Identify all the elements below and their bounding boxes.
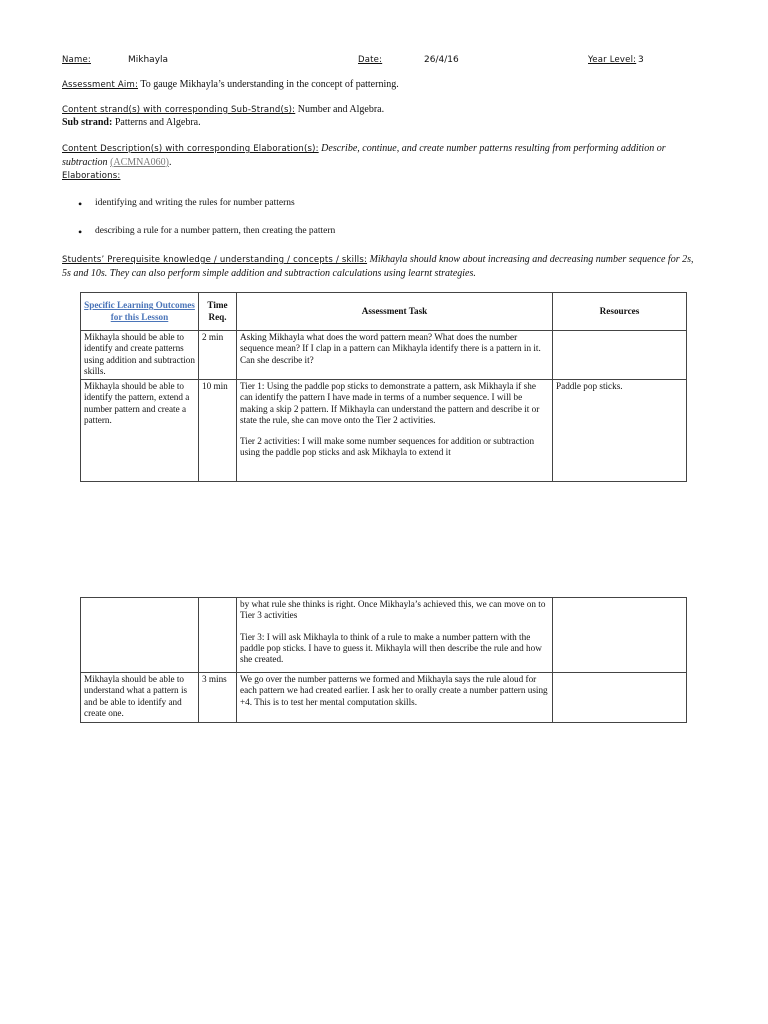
elaborations-label: Elaborations:: [62, 171, 121, 181]
curriculum-code-link[interactable]: (ACMNA060): [110, 157, 169, 168]
task-tier-3: Tier 3: I will ask Mikhayla to think of a rule to make a number pattern with the paddle pop sticks. I have to guess it. Mikhayla will then describe the rule and how she created.: [240, 631, 542, 665]
outcome-cell: Mikhayla should be able to understand what a pattern is and be able to identify and create one.: [81, 673, 199, 723]
outcome-cell: [81, 598, 199, 673]
header-time: Time Req.: [199, 293, 237, 331]
elaboration-item: • describing a rule for a number pattern, then creating the pattern: [78, 226, 335, 236]
name-label: Name:: [62, 55, 91, 65]
table-row: [81, 331, 687, 380]
sub-strand-label: Sub strand:: [62, 117, 113, 128]
sub-strand-text: Patterns and Algebra.: [112, 117, 201, 128]
resources-cell: [553, 598, 687, 673]
year-level-label: Year Level:: [588, 55, 637, 65]
table-header-row: [81, 293, 687, 331]
table-row: [81, 673, 687, 723]
content-description-label: Content Description(s) with corresponding Elaboration(s):: [62, 144, 319, 154]
time-cell: [199, 598, 237, 673]
resources-cell: [553, 673, 687, 723]
time-cell: 2 min: [199, 331, 237, 380]
table-row: [81, 380, 687, 482]
sub-strand: [62, 117, 702, 128]
task-cell: Asking Mikhayla what does the word pattern mean? What does the number sequence mean? If I clap in a pattern can Mikhayla identify there is a pattern in it. Can she describe it?: [237, 331, 553, 380]
year-level-value: 3: [638, 55, 644, 65]
content-description-text: Describe, continue, and create number patterns resulting from performing addition or subtraction: [62, 143, 666, 168]
header-task: Assessment Task: [237, 293, 553, 331]
content-strand: [62, 104, 702, 115]
task-cell: [237, 380, 553, 482]
prerequisite-knowledge: [62, 253, 702, 280]
time-cell: 3 mins: [199, 673, 237, 723]
task-tier-2: Tier 2 activities: I will make some number sequences for addition or subtraction using the paddle pop sticks and ask Mikhayla to extend it: [240, 436, 535, 458]
table-row: [81, 598, 687, 673]
elaborations-list: [78, 198, 295, 208]
prerequisite-text: Mikhayla should know about increasing and decreasing number sequence for 2s, 5s and 10s. They can also perform simple addition and subtraction calculations using learnt strategies.: [62, 254, 694, 279]
prerequisite-label: Students’ Prerequisite knowledge / understanding / concepts / skills:: [62, 255, 368, 265]
content-description: [62, 142, 702, 169]
task-cell: [237, 598, 553, 673]
content-strand-label: Content strand(s) with corresponding Sub-Strand(s):: [62, 105, 296, 115]
resources-cell: Paddle pop sticks.: [553, 380, 687, 482]
task-cell: We go over the number patterns we formed and Mikhayla says the rule aloud for each pattern we had created earlier. I ask her to orally create a number pattern using +4. This is to test her mental computation skills.: [237, 673, 553, 723]
elaborations-list-2: [78, 226, 335, 236]
lesson-plan-table: [80, 292, 687, 482]
assessment-aim-label: Assessment Aim:: [62, 80, 139, 90]
content-description-end: .: [168, 157, 172, 168]
assessment-aim: [62, 79, 702, 90]
outcome-cell: Mikhayla should be able to identify the pattern, extend a number pattern and create a pattern.: [81, 380, 199, 482]
resources-cell: [553, 331, 687, 380]
content-strand-text: Number and Algebra.: [295, 104, 385, 115]
header-outcomes: Specific Learning Outcomes for this Lesson: [81, 293, 199, 331]
date-value: 26/4/16: [424, 55, 459, 65]
date-label: Date:: [358, 55, 383, 65]
task-continuation: by what rule she thinks is right. Once Mikhayla’s achieved this, we can move on to Tier 3 activities: [240, 599, 546, 621]
elaboration-item: • identifying and writing the rules for number patterns: [78, 198, 295, 208]
header-resources: Resources: [553, 293, 687, 331]
student-name: Mikhayla: [128, 55, 169, 65]
time-cell: 10 min: [199, 380, 237, 482]
outcome-cell: Mikhayla should be able to identify and create patterns using addition and subtraction skills.: [81, 331, 199, 380]
lesson-plan-table-continued: [80, 597, 687, 723]
task-tier-1: Tier 1: Using the paddle pop sticks to demonstrate a pattern, ask Mikhayla if she can identify the pattern I have made in terms of a number sequence. I will be making a skip 2 pattern. If Mikhayla can understand the pattern and describe it or state the rule, she can move onto the Tier 2 activities.: [240, 381, 540, 425]
assessment-aim-text: To gauge Mikhayla’s understanding in the concept of patterning.: [138, 79, 399, 90]
